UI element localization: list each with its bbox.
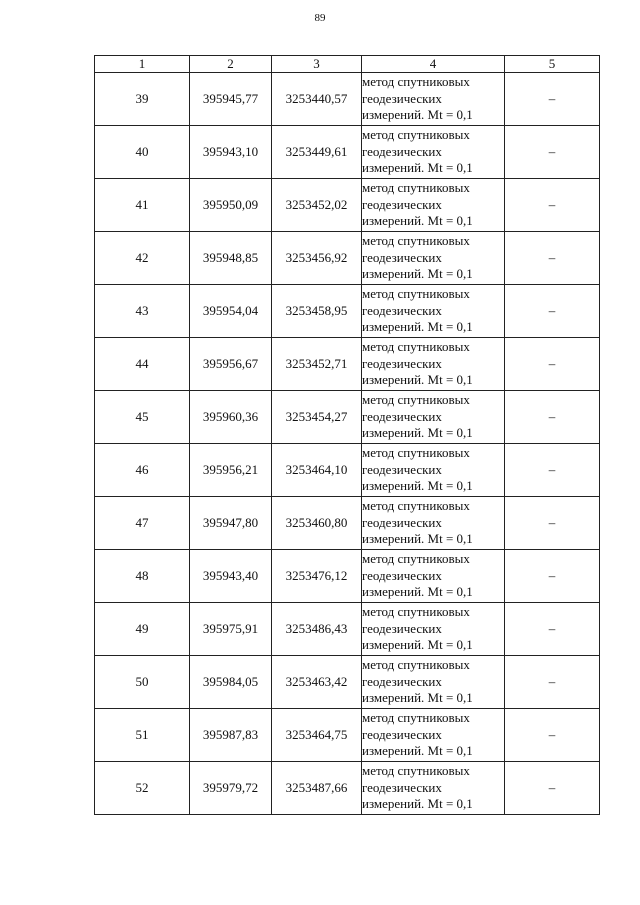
table-row — [95, 232, 600, 285]
method-cell — [362, 126, 505, 179]
column-header-2: 2 — [190, 56, 272, 73]
coordinate-x: 395984,05 — [190, 656, 272, 709]
table-row — [95, 603, 600, 656]
coordinate-x: 395943,40 — [190, 550, 272, 603]
method-line-3: измерений. Mt = 0,1 — [362, 107, 473, 123]
method-line-1: метод спутниковых — [362, 763, 470, 779]
method-line-1: метод спутниковых — [362, 339, 470, 355]
method-cell — [362, 391, 505, 444]
coordinate-x: 395954,04 — [190, 285, 272, 338]
coordinate-y: 3253464,75 — [272, 709, 362, 762]
method-cell — [362, 762, 505, 815]
method-line-3: измерений. Mt = 0,1 — [362, 584, 473, 600]
method-line-1: метод спутниковых — [362, 498, 470, 514]
table-row — [95, 709, 600, 762]
method-line-2: геодезических — [362, 249, 442, 265]
method-line-1: метод спутниковых — [362, 233, 470, 249]
method-line-3: измерений. Mt = 0,1 — [362, 266, 473, 282]
column-header-4: 4 — [362, 56, 505, 73]
coordinate-y: 3253458,95 — [272, 285, 362, 338]
method-line-3: измерений. Mt = 0,1 — [362, 213, 473, 229]
method-cell — [362, 603, 505, 656]
method-line-2: геодезических — [362, 514, 442, 530]
method-line-1: метод спутниковых — [362, 286, 470, 302]
coordinate-x: 395947,80 — [190, 497, 272, 550]
point-number: 47 — [95, 497, 190, 550]
coordinates-table — [94, 55, 600, 815]
table-row — [95, 285, 600, 338]
method-line-1: метод спутниковых — [362, 180, 470, 196]
coordinate-y: 3253456,92 — [272, 232, 362, 285]
method-cell — [362, 285, 505, 338]
method-line-3: измерений. Mt = 0,1 — [362, 690, 473, 706]
method-cell — [362, 550, 505, 603]
table-row — [95, 497, 600, 550]
method-line-2: геодезических — [362, 302, 442, 318]
table-body — [95, 73, 600, 815]
method-line-2: геодезических — [362, 143, 442, 159]
coordinate-y: 3253463,42 — [272, 656, 362, 709]
point-number: 43 — [95, 285, 190, 338]
point-number: 39 — [95, 73, 190, 126]
method-line-1: метод спутниковых — [362, 74, 470, 90]
coordinate-x: 395950,09 — [190, 179, 272, 232]
note-cell: – — [505, 550, 600, 603]
table-header — [95, 56, 600, 73]
note-cell: – — [505, 656, 600, 709]
table-row — [95, 762, 600, 815]
column-header-5: 5 — [505, 56, 600, 73]
table-row — [95, 126, 600, 179]
table-row — [95, 73, 600, 126]
point-number: 42 — [95, 232, 190, 285]
point-number: 50 — [95, 656, 190, 709]
method-line-1: метод спутниковых — [362, 127, 470, 143]
method-line-3: измерений. Mt = 0,1 — [362, 425, 473, 441]
note-cell: – — [505, 603, 600, 656]
method-cell — [362, 709, 505, 762]
table-row — [95, 391, 600, 444]
method-line-2: геодезических — [362, 355, 442, 371]
method-line-2: геодезических — [362, 90, 442, 106]
method-line-1: метод спутниковых — [362, 657, 470, 673]
column-header-1: 1 — [95, 56, 190, 73]
coordinate-x: 395956,21 — [190, 444, 272, 497]
coordinate-x: 395943,10 — [190, 126, 272, 179]
coordinate-x: 395948,85 — [190, 232, 272, 285]
note-cell: – — [505, 73, 600, 126]
method-cell — [362, 338, 505, 391]
method-line-1: метод спутниковых — [362, 392, 470, 408]
coordinate-x: 395979,72 — [190, 762, 272, 815]
coordinate-x: 395975,91 — [190, 603, 272, 656]
coordinate-y: 3253440,57 — [272, 73, 362, 126]
coordinate-y: 3253452,02 — [272, 179, 362, 232]
note-cell: – — [505, 179, 600, 232]
coordinate-y: 3253454,27 — [272, 391, 362, 444]
point-number: 41 — [95, 179, 190, 232]
method-cell — [362, 73, 505, 126]
coordinate-y: 3253460,80 — [272, 497, 362, 550]
note-cell: – — [505, 285, 600, 338]
note-cell: – — [505, 762, 600, 815]
point-number: 48 — [95, 550, 190, 603]
note-cell: – — [505, 126, 600, 179]
point-number: 45 — [95, 391, 190, 444]
method-line-1: метод спутниковых — [362, 551, 470, 567]
method-cell — [362, 179, 505, 232]
coordinate-y: 3253486,43 — [272, 603, 362, 656]
note-cell: – — [505, 444, 600, 497]
note-cell: – — [505, 232, 600, 285]
point-number: 52 — [95, 762, 190, 815]
point-number: 40 — [95, 126, 190, 179]
coordinate-y: 3253487,66 — [272, 762, 362, 815]
method-line-2: геодезических — [362, 567, 442, 583]
coordinate-x: 395987,83 — [190, 709, 272, 762]
coordinate-y: 3253452,71 — [272, 338, 362, 391]
table-row — [95, 550, 600, 603]
coordinate-y: 3253449,61 — [272, 126, 362, 179]
coordinate-x: 395960,36 — [190, 391, 272, 444]
note-cell: – — [505, 497, 600, 550]
method-line-3: измерений. Mt = 0,1 — [362, 637, 473, 653]
method-line-2: геодезических — [362, 408, 442, 424]
method-line-1: метод спутниковых — [362, 710, 470, 726]
column-header-3: 3 — [272, 56, 362, 73]
point-number: 49 — [95, 603, 190, 656]
method-line-1: метод спутниковых — [362, 445, 470, 461]
note-cell: – — [505, 709, 600, 762]
note-cell: – — [505, 338, 600, 391]
method-line-3: измерений. Mt = 0,1 — [362, 796, 473, 812]
method-line-3: измерений. Mt = 0,1 — [362, 372, 473, 388]
coordinate-y: 3253464,10 — [272, 444, 362, 497]
method-line-2: геодезических — [362, 673, 442, 689]
method-line-2: геодезических — [362, 461, 442, 477]
method-cell — [362, 232, 505, 285]
coordinate-x: 395956,67 — [190, 338, 272, 391]
coordinate-y: 3253476,12 — [272, 550, 362, 603]
method-line-3: измерений. Mt = 0,1 — [362, 319, 473, 335]
table-row — [95, 656, 600, 709]
table-row — [95, 444, 600, 497]
point-number: 44 — [95, 338, 190, 391]
table-row — [95, 179, 600, 232]
note-cell: – — [505, 391, 600, 444]
header-row — [95, 56, 600, 73]
method-cell — [362, 444, 505, 497]
point-number: 51 — [95, 709, 190, 762]
method-line-2: геодезических — [362, 726, 442, 742]
method-line-3: измерений. Mt = 0,1 — [362, 743, 473, 759]
method-line-1: метод спутниковых — [362, 604, 470, 620]
page-number: 89 — [314, 12, 326, 24]
method-line-2: геодезических — [362, 196, 442, 212]
method-line-3: измерений. Mt = 0,1 — [362, 160, 473, 176]
coordinate-x: 395945,77 — [190, 73, 272, 126]
method-line-2: геодезических — [362, 620, 442, 636]
method-line-2: геодезических — [362, 779, 442, 795]
method-cell — [362, 656, 505, 709]
table-row — [95, 338, 600, 391]
method-line-3: измерений. Mt = 0,1 — [362, 478, 473, 494]
method-cell — [362, 497, 505, 550]
method-line-3: измерений. Mt = 0,1 — [362, 531, 473, 547]
point-number: 46 — [95, 444, 190, 497]
